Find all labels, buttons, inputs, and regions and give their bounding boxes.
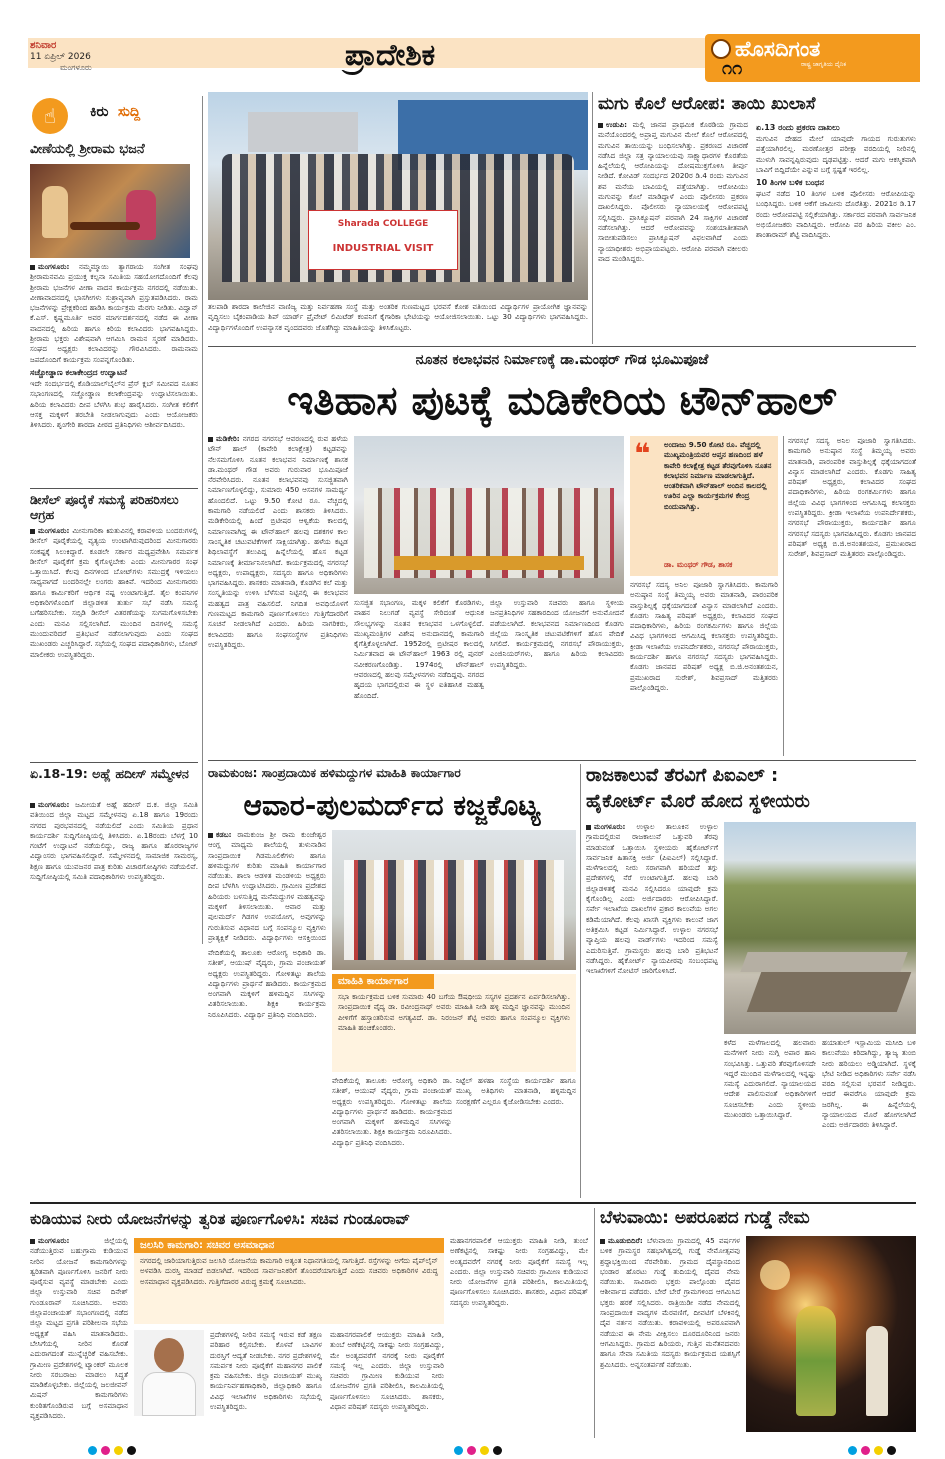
banner-text: INDUSTRIAL VISIT [332,243,434,254]
veena-performer [126,190,156,240]
drinking-water-body-d: ಮಹಾನಗರಪಾಲಿಕೆ ಆಯುಕ್ತರು ಮಾಹಿತಿ ನೀಡಿ, ತುಂಬೆ ಅಣೆಕಟ್ಟಿನಲ್ಲಿ ಸಾಕಷ್ಟು ನೀರು ಸಂಗ್ರಹವಿದ್ದು, ಮೇ ಅಂತ್ಯದವರೆಗೆ ನಗರಕ್ಕೆ ನೀರು ಪೂರೈಕೆಗೆ ಸಮಸ್ಯೆ ಇಲ್ಲ ಎಂದರು. ಜಿಲ್ಲಾ ಉಸ್ತುವಾರಿ ಸಚಿವರು ಗ್ರಾಮೀಣ ಕುಡಿಯುವ ನೀರು ಯೋಜನೆಗಳ ಪ್ರಗತಿ ಪರಿಶೀಲಿಸಿ, ಕಾಲಮಿತಿಯಲ್ಲಿ ಪೂರ್ಣಗೊಳಿಸಲು ಸೂಚಿಸಿದರು. ಶಾಸಕರು, ವಿಧಾನ ಪರಿಷತ್ ಸದಸ್ಯರು ಉಪಸ್ಥಿತರಿದ್ದರು. [450,1236,588,1307]
print-marks [452,1440,512,1452]
jalasiri-box-text: ನಗರದಲ್ಲಿ ಜಾರಿಯಾಗುತ್ತಿರುವ ಜಲಸಿರಿ ಯೋಜನೆಯ ಕಾಮಗಾರಿ ಅತ್ಯಂತ ನಿಧಾನಗತಿಯಲ್ಲಿ ಸಾಗುತ್ತಿದೆ. ರಸ್ತೆಗಳನ್ನು ಅಗೆದು ಪೈಪ್‌ಲೈನ್ ಅಳವಡಿಸಿ ದುರಸ್ತಿ ಮಾಡದೆ ಬಿಡಲಾಗಿದೆ. ಇದರಿಂದ ಸಾರ್ವಜನಿಕರಿಗೆ ತೊಂದರೆಯಾಗುತ್ತಿದೆ ಎಂದು ಸಚಿವರು ಅಧಿಕಾರಿಗಳ ವಿರುದ್ಧ ಅಸಮಾಧಾನ ವ್ಯಕ್ತಪಡಿಸಿದರು. ಗುತ್ತಿಗೆದಾರರ ವಿರುದ್ಧ ಕ್ರಮಕ್ಕೆ ಸೂಚಿಸಿದರು. [140,1256,438,1286]
day-label: ಶನಿವಾರ [30,40,57,51]
jalasiri-box-title: ಜಲಸಿರಿ ಕಾಮಗಾರಿ: ಸಚಿವರ ಅಸಮಾಧಾನ [134,1238,444,1253]
column-divider [594,1208,595,1438]
drinking-water-body-c: ಮಹಾನಗರಪಾಲಿಕೆ ಆಯುಕ್ತರು ಮಾಹಿತಿ ನೀಡಿ, ತುಂಬೆ ಅಣೆಕಟ್ಟಿನಲ್ಲಿ ಸಾಕಷ್ಟು ನೀರು ಸಂಗ್ರಹವಿದ್ದು, ಮೇ ಅಂತ್ಯದವರೆಗೆ ನಗರಕ್ಕೆ ನೀರು ಪೂರೈಕೆಗೆ ಸಮಸ್ಯೆ ಇಲ್ಲ ಎಂದರು. ಜಿಲ್ಲಾ ಉಸ್ತುವಾರಿ ಸಚಿವರು ಗ್ರಾಮೀಣ ಕುಡಿಯುವ ನೀರು ಯೋಜನೆಗಳ ಪ್ರಗತಿ ಪರಿಶೀಲಿಸಿ, ಕಾಲಮಿತಿಯಲ್ಲಿ ಪೂರ್ಣಗೊಳಿಸಲು ಸೂಚಿಸಿದರು. ಶಾಸಕರು, ವಿಧಾನ ಪರಿಷತ್ ಸದಸ್ಯರು ಉಪಸ್ಥಿತರಿದ್ದರು. [330,1330,444,1412]
cyan-dot [88,1446,97,1455]
canal-wall [740,952,907,972]
minister-body [142,1372,196,1416]
veena-photo [30,164,190,258]
kirusuddi-header [30,96,198,138]
townhall-body-c: ಜಿಲ್ಲಾ ಉಸ್ತುವಾರಿ ಸಚಿವರು ಹಾಗೂ ಸ್ಥಳೀಯ ಜನಪ್ರತಿನಿಧಿಗಳ ಸಹಕಾರದಿಂದ ಯೋಜನೆಗೆ ಅನುಮೋದನೆ ಪಡೆಯಲಾಗಿದೆ. ಕಲಾಭವನದ ನಿರ್ಮಾಣದಿಂದ ಕೊಡಗು ಜಿಲ್ಲೆಯ ಸಾಂಸ್ಕೃತಿಕ ಚಟುವಟಿಕೆಗಳಿಗೆ ಹೊಸ ವೇದಿಕೆ ಸಿಗಲಿದೆ. ಕಾರ್ಯಕ್ರಮದಲ್ಲಿ ನಗರಸಭೆ ಪೌರಾಯುಕ್ತರು, ಎಂಜಿನಿಯರ್‌ಗಳು, ಹಾಗೂ ಹಿರಿಯ ಕಲಾವಿದರು ಉಪಸ್ಥಿತರಿದ್ದರು. [490,598,624,669]
ramakunj-box [332,974,576,1072]
nema-photo [746,1236,916,1432]
minister-head [154,1338,184,1372]
divider [30,762,198,763]
yellow-dot [874,1446,883,1455]
magenta-dot [101,1446,110,1455]
rajakaluve-body-c: ಹಯಾತುಲ್ ಇಸ್ಲಾಮಿಯ ಮಸೀದಿ ಬಳಿ ಕಾಲುವೆಯು ಕಿರಿದಾಗಿದ್ದು, ತ್ಯಾಜ್ಯ ತುಂಬಿ ನೀರು ಹರಿಯಲು ಅಡ್ಡಿಯಾಗಿದೆ. ಸ್ಥಳಕ್ಕೆ ಭೇಟಿ ನೀಡಿದ ಅಧಿಕಾರಿಗಳು ಸರ್ವೇ ನಡೆಸಿ ವರದಿ ಸಲ್ಲಿಸುವ ಭರವಸೆ ನೀಡಿದ್ದರು. ಆದರೆ ಈವರೆಗೂ ಯಾವುದೇ ಕ್ರಮ ಜರಗಿಲ್ಲ. ಈ ಹಿನ್ನೆಲೆಯಲ್ಲಿ ನ್ಯಾಯಾಲಯದ ಮೊರೆ ಹೋಗಲಾಗಿದೆ ಎಂದು ಅರ್ಜಿದಾರರು ತಿಳಿಸಿದ್ದಾರೆ. [822,1038,916,1130]
ramakunj-headline: ಆವಾರ-ಪುಲಮರ್ದ್‌ದ ಕಜ್ಜಕೊಟ್ಯ [243,789,541,822]
magenta-dot [861,1446,870,1455]
kirusuddi-item-body: ಮಂಗಳೂರು: ಮೀನುಗಾರಿಕಾ ಋತುವಿನಲ್ಲಿ ಕರಾವಳಿಯ ಬಂದರುಗಳಲ್ಲಿ ಡೀಸೆಲ್ ಪೂರೈಕೆಯಲ್ಲಿ ವ್ಯತ್ಯಯ ಉಂಟಾಗಿರುವುದರಿಂದ ಮೀನುಗಾರರು ಸಂಕಷ್ಟಕ್ಕೆ ಸಿಲುಕಿದ್ದಾರೆ. ಕೂಡಲೇ ಸರ್ಕಾರ ಮಧ್ಯಪ್ರವೇಶಿಸಿ ಸಮರ್ಪಕ ಡೀಸೆಲ್ ಪೂರೈಕೆಗೆ ಕ್ರಮ ಕೈಗೊಳ್ಳಬೇಕು ಎಂದು ಮೀನುಗಾರರ ಸಂಘ ಒತ್ತಾಯಿಸಿದೆ. ಕೆಲವು ದಿನಗಳಿಂದ ಬೋಟ್‌ಗಳು ಸಮುದ್ರಕ್ಕೆ ಇಳಿಯಲು ಸಾಧ್ಯವಾಗದೆ ಬಂದರಿನಲ್ಲೇ ಲಂಗರು ಹಾಕಿವೆ. ಇದರಿಂದ ಮೀನುಗಾರರು ಹಾಗೂ ಕಾರ್ಮಿಕರಿಗೆ ಆರ್ಥಿಕ ನಷ್ಟ ಉಂಟಾಗುತ್ತಿದೆ. ತೈಲ ಕಂಪನಿಗಳ ಅಧಿಕಾರಿಗಳೊಂದಿಗೆ ಜಿಲ್ಲಾಡಳಿತ ತುರ್ತು ಸಭೆ ನಡೆಸಿ ಸಮಸ್ಯೆ ಬಗೆಹರಿಸಬೇಕು. ಸಬ್ಸಿಡಿ ಡೀಸೆಲ್ ವಿತರಣೆಯನ್ನು ಸುಗಮಗೊಳಿಸಬೇಕು ಎಂದು ಮನವಿ ಸಲ್ಲಿಸಲಾಗಿದೆ. ಮುಂದಿನ ದಿನಗಳಲ್ಲಿ ಸಮಸ್ಯೆ ಮುಂದುವರಿದರೆ ಪ್ರತಿಭಟನೆ ನಡೆಸಲಾಗುವುದು ಎಂದು ಸಂಘದ ಮುಖಂಡರು ಎಚ್ಚರಿಸಿದ್ದಾರೆ. ಸಭೆಯಲ್ಲಿ ಸಂಘದ ಪದಾಧಿಕಾರಿಗಳು, ಬೋಟ್ ಮಾಲೀಕರು ಉಪಸ್ಥಿತರಿದ್ದರು. [30,526,198,659]
kirusuddi-column [30,96,198,944]
date-label: 11 ಏಪ್ರಿಲ್ 2026 [30,52,91,62]
ramakunj-body: ಕಡಬ: ರಾಮಕುಂಜ ಶ್ರೀ ರಾಮ ಕುಂಜೇಶ್ವರ ಆಂಗ್ಲ ಮಾಧ್ಯಮ ಶಾಲೆಯಲ್ಲಿ ತುಳುನಾಡಿನ ಸಾಂಪ್ರದಾಯಿಕ ಗಿಡಮೂಲಿಕೆಗಳು ಹಾಗೂ ಹಳಿಮದ್ದುಗಳ ಕುರಿತು ಮಾಹಿತಿ ಕಾರ್ಯಾಗಾರ ನಡೆಯಿತು. ಶಾಲಾ ಆಡಳಿತ ಮಂಡಳಿಯ ಅಧ್ಯಕ್ಷರು ದೀಪ ಬೆಳಗಿಸಿ ಉದ್ಘಾಟಿಸಿದರು. ಗ್ರಾಮೀಣ ಪ್ರದೇಶದ ಹಿರಿಯರು ಬಳಸುತ್ತಿದ್ದ ಮನೆಮದ್ದುಗಳ ಮಹತ್ವವನ್ನು ಮಕ್ಕಳಿಗೆ ತಿಳಿಸಲಾಯಿತು. ಆವಾರ ಮತ್ತು ಪುಲಮರ್ದ್ ಗಿಡಗಳ ಉಪಯೋಗ, ಅವುಗಳನ್ನು ಗುರುತಿಸುವ ವಿಧಾನದ ಬಗ್ಗೆ ಸಂಪನ್ಮೂಲ ವ್ಯಕ್ತಿಗಳು ಪ್ರಾತ್ಯಕ್ಷಿಕೆ ನೀಡಿದರು. ವಿದ್ಯಾರ್ಥಿಗಳು ಆಸಕ್ತಿಯಿಂದ [208,830,326,942]
column-divider [592,92,593,344]
rajakaluve-kicker: ರಾಜಕಾಲುವೆ ತೆರವಿಗೆ ಪಿಐಎಲ್ : [586,765,779,786]
print-marks [846,1440,906,1452]
townhall-kicker: ನೂತನ ಕಲಾಭವನ ನಿರ್ಮಾಣಕ್ಕೆ ಡಾ.ಮಂಥರ್ ಗೌಡ ಭೂಮಿಪೂಜೆ [415,352,709,368]
divider [208,346,916,347]
drinking-water-headline: ಕುಡಿಯುವ ನೀರು ಯೋಜನೆಗಳನ್ನು ತ್ವರಿತ ಪೂರ್ಣಗೊಳಿಸಿ: ಸಚಿವ ಗುಂಡೂರಾವ್ [30,1210,411,1228]
cyan-dot [454,1446,463,1455]
kirusuddi-sub: ಸಚ್ಚೋಡ್ಡಾಣ ಕಲಾಕೇಂದ್ರದ ಉದ್ಘಾಟನೆ [30,367,127,377]
quote-text: ಅಂದಾಜು 9.50 ಕೋಟಿ ರೂ. ವೆಚ್ಚದಲ್ಲಿ ಮುಖ್ಯಮಂತ್ರಿಯವರ ಆಪ್ತನ ಹಣದಿಂದ ಹಳೆ ಕಾವೇರಿ ಕಲಾಕ್ಷೇತ್ರ ಕಟ್ಟಡ ತೆರವುಗೊಳಿಸಿ ನೂತನ ಕಲಾಭವನ ನಿರ್ಮಾಣ ಮಾಡಲಾಗುತ್ತಿದೆ. ಆಂತರಿಕವಾಗಿ ಟೌನ್‌ಹಾಲ್ ಅಂದಿನ ಕಾಲದಲ್ಲಿ ಊರಿನ ಎಲ್ಲಾ ಕಾರ್ಯಕ್ರಮಗಳ ಕೇಂದ್ರ ಬಿಂದುವಾಗಿತ್ತು. [664,440,772,511]
mother-case-sub: ಏ.13 ರಂದು ಪ್ರಕರಣ ದಾಖಲು [756,123,840,132]
townhall-body: ಮಡಿಕೇರಿ: ನಗರದ ನಗರಸಭೆ ಆವರಣದಲ್ಲಿ ರುವ ಹಳೆಯ ಟೌನ್ ಹಾಲ್ (ಕಾವೇರಿ ಕಲಾಕ್ಷೇತ್ರ) ಕಟ್ಟಡವನ್ನು ನೆಲಸಮಗೊಳಿಸಿ ನೂತನ ಕಲಾಭವನ ನಿರ್ಮಾಣಕ್ಕೆ ಶಾಸಕ ಡಾ.ಮಂಥರ್ ಗೌಡ ಅವರು ಗುರುವಾರ ಭೂಮಿಪೂಜೆ ನೆರವೇರಿಸಿದರು. ನೂತನ ಕಲಾಭವನವು ಸುಸಜ್ಜಿತವಾಗಿ ನಿರ್ಮಾಣಗೊಳ್ಳಲಿದ್ದು, ಸುಮಾರು 450 ಆಸನಗಳ ಸಾಮರ್ಥ್ಯ ಹೊಂದಲಿದೆ. ಒಟ್ಟು 9.50 ಕೋಟಿ ರೂ. ವೆಚ್ಚದಲ್ಲಿ ಕಾಮಗಾರಿ ನಡೆಯಲಿದೆ ಎಂದು ಶಾಸಕರು ತಿಳಿಸಿದರು. ಮಡಿಕೇರಿಯಲ್ಲಿ ಹಿಂದೆ ಬ್ರಿಟೀಷರ ಆಳ್ವಿಕೆಯ ಕಾಲದಲ್ಲಿ ನಿರ್ಮಾಣವಾಗಿದ್ದ ಈ ಟೌನ್‌ಹಾಲ್ ಹಲವು ದಶಕಗಳ ಕಾಲ ಸಾಂಸ್ಕೃತಿಕ ಚಟುವಟಿಕೆಗಳಿಗೆ ಸಾಕ್ಷಿಯಾಗಿತ್ತು. ಹಳೆಯ ಕಟ್ಟಡ ಶಿಥಿಲಾವಸ್ಥೆಗೆ ತಲುಪಿದ್ದ ಹಿನ್ನೆಲೆಯಲ್ಲಿ ಹೊಸ ಕಟ್ಟಡ ನಿರ್ಮಾಣಕ್ಕೆ ತೀರ್ಮಾನಿಸಲಾಗಿದೆ. ಕಾರ್ಯಕ್ರಮದಲ್ಲಿ ನಗರಸಭೆ ಅಧ್ಯಕ್ಷರು, ಉಪಾಧ್ಯಕ್ಷರು, ಸದಸ್ಯರು ಹಾಗೂ ಅಧಿಕಾರಿಗಳು ಭಾಗವಹಿಸಿದ್ದರು. ಶಾಸಕರು ಮಾತನಾಡಿ, ಕೊಡಗಿನ ಕಲೆ ಮತ್ತು ಸಂಸ್ಕೃತಿಯನ್ನು ಉಳಿಸಿ ಬೆಳೆಸುವ ನಿಟ್ಟಿನಲ್ಲಿ ಈ ಕಲಾಭವನ ಮಹತ್ವದ ಪಾತ್ರ ವಹಿಸಲಿದೆ. ನಿಗದಿತ ಅವಧಿಯೊಳಗೆ ಗುಣಮಟ್ಟದ ಕಾಮಗಾರಿ ಪೂರ್ಣಗೊಳಿಸಲು ಗುತ್ತಿಗೆದಾರರಿಗೆ ಸೂಚನೆ ನೀಡಲಾಗಿದೆ ಎಂದರು. ಹಿರಿಯ ನಾಗರಿಕರು, ಕಲಾವಿದರು ಹಾಗೂ ಸಂಘಸಂಸ್ಥೆಗಳ ಪ್ರತಿನಿಧಿಗಳು ಉಪಸ್ಥಿತರಿದ್ದರು. [208,434,348,649]
black-dot [127,1446,136,1455]
kirusuddi-item-title: ಡೀಸೆಲ್ ಪೂರೈಕೆ ಸಮಸ್ಯೆ ಪರಿಹರಿಸಲು ಆಗ್ರಹ [30,492,179,522]
ramakunj-box-title: ಮಾಹಿತಿ ಕಾರ್ಯಾಗಾರ [332,974,434,989]
visit-banner [308,210,458,270]
cyan-dot [848,1446,857,1455]
print-marks [86,1440,146,1452]
kirusuddi-label-a: ಕಿರು [90,104,109,120]
canal-photo [724,822,916,1034]
column-divider [783,436,784,756]
stage-flower [394,556,584,570]
masthead [0,0,945,88]
jalasiri-box [134,1238,444,1324]
ramakunj-body-d: ನಿಟ್ಟೆಲ್ ಹಳಹಾ ಸಂಸ್ಥೆಯ ಕಾರ್ಯದರ್ಶಿ ಹಾಗೂ ಮುಖ್ಯ ಅತಿಥಿಗಳು ಮಾತನಾಡಿ, ಹಳ್ಳಿಮದ್ದಿನ ಸಂರಕ್ಷಣೆಗೆ ಎಲ್ಲರೂ ಕೈಜೋಡಿಸಬೇಕು ಎಂದರು. [456,1076,576,1106]
townhall-photo [354,436,624,594]
building-backdrop [248,112,358,152]
mother-case-headline: ಮಗು ಕೊಲೆ ಆರೋಪ: ತಾಯಿ ಖುಲಾಸೆ [598,94,816,114]
daiva-dancer [796,1306,836,1416]
rajakaluve-headline: ಹೈಕೋರ್ಟ್ ಮೊರೆ ಹೋದ ಸ್ಥಳೀಯರು [586,791,810,812]
kirusuddi-item-title: ವೀಣೆಯಲ್ಲಿ ಶ್ರೀರಾಮ ಭಜನೆ [30,142,145,157]
veena-instrument [70,222,140,230]
kirusuddi-item-title: ಏ.18-19: ಅಹ್ಲೆ ಹದೀಸ್ ಸಮ್ಮೇಳನ [30,766,189,781]
townhall-body-e: ನಗರಸಭೆ ಸದಸ್ಯ ಅನಿಲ ಪೂಜಾರಿ ಸ್ವಾಗತಿಸಿದರು. ಕಾಮಗಾರಿ ಅನುಷ್ಠಾನ ಸಂಸ್ಥೆ ತಿಮ್ಮಯ್ಯ ಅವರು ಮಾತನಾಡಿ, ಪಾರಂಪರಿಕ ವಾಸ್ತುಶಿಲ್ಪಕ್ಕೆ ಧಕ್ಕೆಯಾಗದಂತೆ ವಿನ್ಯಾಸ ಮಾಡಲಾಗಿದೆ ಎಂದರು. ಕೊಡಗು ಸಾಹಿತ್ಯ ಪರಿಷತ್ ಅಧ್ಯಕ್ಷರು, ಕಲಾವಿದರ ಸಂಘದ ಪದಾಧಿಕಾರಿಗಳು, ಹಿರಿಯ ರಂಗಕರ್ಮಿಗಳು ಹಾಗೂ ಜಿಲ್ಲೆಯ ವಿವಿಧ ಭಾಗಗಳಿಂದ ಆಗಮಿಸಿದ್ದ ಕಲಾಸಕ್ತರು ಉಪಸ್ಥಿತರಿದ್ದರು. ಕ್ರೀಡಾ ಇಲಾಖೆಯ ಉಪನಿರ್ದೇಶಕರು, ನಗರಸಭೆ ಪೌರಾಯುಕ್ತರು, ಕಾರ್ಯದರ್ಶಿ ಹಾಗೂ ನಗರಸಭೆ ಸದಸ್ಯರು ಭಾಗವಹಿಸಿದ್ದರು. ಕೊಡಗು ಜಾನಪದ ಪರಿಷತ್ ಅಧ್ಯಕ್ಷ ಬಿ.ಜಿ.ಅನಂತಶಯನ, ಪ್ರಮುಖರಾದ ಸುರೇಶ್, ಶಿವಪ್ರಸಾದ್ ಮತ್ತಿತರರು ಪಾಲ್ಗೊಂಡಿದ್ದರು. [788,436,916,559]
column-divider [202,96,203,944]
canal-channel [747,972,912,1012]
page-number: ೧೧ [722,58,743,79]
rajakaluve-body-b: ಕಳೆದ ಮಳೆಗಾಲದಲ್ಲಿ ಹಲವಾರು ಮನೆಗಳಿಗೆ ನೀರು ನುಗ್ಗಿ ಅಪಾರ ಹಾನಿ ಸಂಭವಿಸಿತ್ತು. ಒತ್ತುವರಿ ತೆರವುಗೊಳಿಸದೇ ಇದ್ದರೆ ಮುಂದಿನ ಮಳೆಗಾಲದಲ್ಲಿ ಇನ್ನಷ್ಟು ಸಮಸ್ಯೆ ಎದುರಾಗಲಿದೆ. ನ್ಯಾಯಾಲಯದ ಆದೇಶ ಪಾಲಿಸುವಂತೆ ಅಧಿಕಾರಿಗಳಿಗೆ ಸೂಚಿಸಬೇಕು ಎಂದು ಸ್ಥಳೀಯ ಮುಖಂಡರು ಒತ್ತಾಯಿಸಿದ್ದಾರೆ. [724,1038,816,1120]
ramakunj-body-b: ವೇದಿಕೆಯಲ್ಲಿ ತಾಲೂಕು ಆರೋಗ್ಯ ಅಧಿಕಾರಿ ಡಾ. ಸತೀಶ್, ಆಯುಷ್ ವೈದ್ಯರು, ಗ್ರಾಮ ಪಂಚಾಯತ್ ಅಧ್ಯಕ್ಷರು ಉಪಸ್ಥಿತರಿದ್ದರು. ಗೋಳಿತಟ್ಟು ಶಾಲೆಯ ವಿದ್ಯಾರ್ಥಿಗಳು ಪ್ರಾರ್ಥನೆ ಹಾಡಿದರು. ಕಾರ್ಯಕ್ರಮದ ಅಂಗವಾಗಿ ಮಕ್ಕಳಿಗೆ ಹಳಿಮದ್ದಿನ ಸಸಿಗಳನ್ನು ವಿತರಿಸಲಾಯಿತು. ಶಿಕ್ಷಕಿ ಕಾರ್ಯಕ್ರಮ ನಿರೂಪಿಸಿದರು. ವಿದ್ಯಾರ್ಥಿ ಪ್ರತಿನಿಧಿ ವಂದಿಸಿದರು. [208,948,326,1019]
mother-case-sub: 10 ತಿಂಗಳ ಬಳಿಕ ಬಂಧನ [756,178,824,188]
townhall-headline: ಇತಿಹಾಸ ಪುಟಕ್ಕೆ ಮಡಿಕೇರಿಯ ಟೌನ್‌ಹಾಲ್ [287,378,837,424]
industrial-visit-caption: ತಲಪಾಡಿ ಶಾರದಾ ಕಾಲೇಜಿನ ವಾಣಿಜ್ಯ ಮತ್ತು ನಿರ್ವಹಣಾ ಸಂಸ್ಥೆ ಮತ್ತು ಅಂತರಿಕ ಗುಣಮಟ್ಟದ ಭರವಸೆ ಕೋಶ ವತಿಯಿಂದ ವಿದ್ಯಾರ್ಥಿಗಳ ಪ್ರಾಯೋಗಿಕ ಜ್ಞಾನವನ್ನು ವೃದ್ಧಿಸಲು ಬೈಕಂಪಾಡಿಯ ಶಿಪ್ ಯಾರ್ಡ್ ಪ್ರೈವೇಟ್ ಲಿಮಿಟೆಡ್ ಕಂಪನಿಗೆ ಕೈಗಾರಿಕಾ ಭೇಟಿಯನ್ನು ಆಯೋಜಿಸಲಾಯಿತು. ಒಟ್ಟು 30 ವಿದ್ಯಾರ್ಥಿಗಳು ಭಾಗವಹಿಸಿದ್ದರು. ವಿದ್ಯಾರ್ಥಿಗಳೊಂದಿಗೆ ಉಪನ್ಯಾಸಕ ವೃಂದದವರು ಜೊತೆಗಿದ್ದು ಮಾಹಿತಿಯನ್ನು ತಿಳಿಸಿಕೊಟ್ಟರು. [208,302,588,332]
yellow-dot [114,1446,123,1455]
townhall-body-d: ನಗರಸಭೆ ಸದಸ್ಯ ಅನಿಲ ಪೂಜಾರಿ ಸ್ವಾಗತಿಸಿದರು. ಕಾಮಗಾರಿ ಅನುಷ್ಠಾನ ಸಂಸ್ಥೆ ತಿಮ್ಮಯ್ಯ ಅವರು ಮಾತನಾಡಿ, ಪಾರಂಪರಿಕ ವಾಸ್ತುಶಿಲ್ಪಕ್ಕೆ ಧಕ್ಕೆಯಾಗದಂತೆ ವಿನ್ಯಾಸ ಮಾಡಲಾಗಿದೆ ಎಂದರು. ಕೊಡಗು ಸಾಹಿತ್ಯ ಪರಿಷತ್ ಅಧ್ಯಕ್ಷರು, ಕಲಾವಿದರ ಸಂಘದ ಪದಾಧಿಕಾರಿಗಳು, ಹಿರಿಯ ರಂಗಕರ್ಮಿಗಳು ಹಾಗೂ ಜಿಲ್ಲೆಯ ವಿವಿಧ ಭಾಗಗಳಿಂದ ಆಗಮಿಸಿದ್ದ ಕಲಾಸಕ್ತರು ಉಪಸ್ಥಿತರಿದ್ದರು. ಕ್ರೀಡಾ ಇಲಾಖೆಯ ಉಪನಿರ್ದೇಶಕರು, ನಗರಸಭೆ ಪೌರಾಯುಕ್ತರು, ಕಾರ್ಯದರ್ಶಿ ಹಾಗೂ ನಗರಸಭೆ ಸದಸ್ಯರು ಭಾಗವಹಿಸಿದ್ದರು. ಕೊಡಗು ಜಾನಪದ ಪರಿಷತ್ ಅಧ್ಯಕ್ಷ ಬಿ.ಜಿ.ಅನಂತಶಯನ, ಪ್ರಮುಖರಾದ ಸುರೇಶ್, ಶಿವಪ್ರಸಾದ್ ಮತ್ತಿತರರು ಪಾಲ್ಗೊಂಡಿದ್ದರು. [630,580,778,692]
kirusuddi-label-b: ಸುದ್ದಿ [118,104,141,120]
hand-icon: ☝ [32,98,68,134]
kirusuddi-item-body: ಮಂಗಳೂರು: ಜಮೀಯತೆ ಅಹ್ಲೆ ಹದೀಸ್ ದ.ಕ. ಜಿಲ್ಲಾ ಸಮಿತಿ ವತಿಯಿಂದ ಜಿಲ್ಲಾ ಮಟ್ಟದ ಸಮ್ಮೇಳನವು ಏ.18 ಹಾಗೂ 19ರಂದು ನಗರದ ಪುರಭವನದಲ್ಲಿ ನಡೆಯಲಿದೆ ಎಂದು ಸಮಿತಿಯ ಪ್ರಧಾನ ಕಾರ್ಯದರ್ಶಿ ಸುದ್ದಿಗೋಷ್ಠಿಯಲ್ಲಿ ತಿಳಿಸಿದರು. ಏ.18ರಂದು ಬೆಳಗ್ಗೆ 10 ಗಂಟೆಗೆ ಉದ್ಘಾಟನೆ ನಡೆಯಲಿದ್ದು, ರಾಜ್ಯ ಹಾಗೂ ಹೊರರಾಜ್ಯಗಳ ವಿದ್ವಾಂಸರು ಭಾಗವಹಿಸಲಿದ್ದಾರೆ. ಸಮ್ಮೇಳನದಲ್ಲಿ ಸಾಮಾಜಿಕ ಸಾಮರಸ್ಯ, ಶಿಕ್ಷಣ ಹಾಗೂ ಯುವಜನರ ಪಾತ್ರ ಕುರಿತು ವಿಚಾರಗೋಷ್ಠಿಗಳು ನಡೆಯಲಿವೆ. ಸುದ್ದಿಗೋಷ್ಠಿಯಲ್ಲಿ ಸಮಿತಿ ಪದಾಧಿಕಾರಿಗಳು ಉಪಸ್ಥಿತರಿದ್ದರು. [30,800,198,882]
mother-case-body: ಉಡುಪಿ: ಮಲ್ಲಿ ಜಾನಪ ಪ್ರಾಥಮಿಕ ಕೊಠಡಿಯ ಗ್ರಾಮದ ಮನೆಯೊಂದರಲ್ಲಿ ಅಪ್ರಾಪ್ತ ಮಗುವಿನ ಮೇಲೆ ಕೊಲೆ ಆರೋಪದಲ್ಲಿ ಮಗುವಿನ ತಾಯಿಯನ್ನು ಬಂಧಿಸಲಾಗಿತ್ತು. ಪ್ರಕರಣದ ವಿಚಾರಣೆ ನಡೆಸಿದ ಜಿಲ್ಲಾ ಸತ್ರ ನ್ಯಾಯಾಲಯವು ಸಾಕ್ಷ್ಯಾಧಾರಗಳ ಕೊರತೆಯ ಹಿನ್ನೆಲೆಯಲ್ಲಿ ಆರೋಪಿಯನ್ನು ದೋಷಮುಕ್ತಗೊಳಿಸಿ ತೀರ್ಪು ನೀಡಿದೆ. ಕೋವಿಡ್ ಸಂದರ್ಭದ 2020ರ ಡಿ.4 ರಂದು ಮಗುವಿನ ಶವ ಮನೆಯ ಬಾವಿಯಲ್ಲಿ ಪತ್ತೆಯಾಗಿತ್ತು. ಆರೋಪಿಯು ಮಗುವನ್ನು ಕೊಲೆ ಮಾಡಿದ್ದಾಳೆ ಎಂದು ಪೊಲೀಸರು ಪ್ರಕರಣ ದಾಖಲಿಸಿದ್ದರು. ಪೊಲೀಸರು ನ್ಯಾಯಾಲಯಕ್ಕೆ ಆರೋಪಪಟ್ಟಿ ಸಲ್ಲಿಸಿದ್ದರು. ಪ್ರಾಸಿಕ್ಯೂಷನ್ ಪರವಾಗಿ 24 ಸಾಕ್ಷಿಗಳ ವಿಚಾರಣೆ ನಡೆಸಲಾಗಿತ್ತು. ಆದರೆ ಆರೋಪವನ್ನು ಸಂಶಯಾತೀತವಾಗಿ ಸಾಬೀತುಪಡಿಸಲು ಪ್ರಾಸಿಕ್ಯೂಷನ್ ವಿಫಲವಾಗಿದೆ ಎಂದು ನ್ಯಾಯಾಧೀಶರು ಅಭಿಪ್ರಾಯಪಟ್ಟರು. ಆರೋಪಿ ಪರವಾಗಿ ವಕೀಲರು ವಾದ ಮಂಡಿಸಿದ್ದರು. [598,120,748,263]
participants [344,860,564,960]
black-dot [493,1446,502,1455]
townhall-body-b: ಸುಸಜ್ಜಿತ ಸಭಾಂಗಣ, ಮಕ್ಕಳ ಕಲಿಕೆಗೆ ಕೊಠಡಿಗಳು, ವಾಹನ ನಿಲುಗಡೆ ವ್ಯವಸ್ಥೆ ಸೇರಿದಂತೆ ಆಧುನಿಕ ಸೌಲಭ್ಯಗಳನ್ನು ನೂತನ ಕಲಾಭವನ ಒಳಗೊಳ್ಳಲಿದೆ. ಮುಖ್ಯಮಂತ್ರಿಗಳ ವಿಶೇಷ ಅನುದಾನದಲ್ಲಿ ಕಾಮಗಾರಿ ಕೈಗೆತ್ತಿಕೊಳ್ಳಲಾಗಿದೆ. 1952ರಲ್ಲಿ ಬ್ರಿಟೀಷರ ಕಾಲದಲ್ಲಿ ನಿರ್ಮಿತವಾದ ಈ ಟೌನ್‌ಹಾಲ್ 1963 ರಲ್ಲಿ ಪುನರ್ ನವೀಕರಣಗೊಂಡಿತ್ತು. 1974ರಲ್ಲಿ ಟೌನ್‌ಹಾಲ್ ಆವರಣದಲ್ಲಿ ಹಲವು ಸಮ್ಮೇಳನಗಳು ನಡೆದಿದ್ದವು. ನಗರದ ಹೃದಯ ಭಾಗದಲ್ಲಿರುವ ಈ ಸ್ಥಳ ಐತಿಹಾಸಿಕ ಮಹತ್ವ ಹೊಂದಿದೆ. [354,598,484,700]
yellow-dot [480,1446,489,1455]
belvai-headline: ಬೆಳುವಾಯಿ: ಅಪರೂಪದ ಗುಡ್ಡೆ ನೇಮ [600,1208,810,1228]
black-dot [887,1446,896,1455]
divider [30,1202,916,1204]
belvai-body: ಮೂಡುಬಿದಿರೆ: ಬೆಳುವಾಯಿ ಗ್ರಾಮದಲ್ಲಿ 45 ವರ್ಷಗಳ ಬಳಿಕ ಗ್ರಾಮಸ್ಥರ ಸಹಭಾಗಿತ್ವದಲ್ಲಿ ಗುಡ್ಡೆ ನೇಮೋತ್ಸವವು ಶ್ರದ್ಧಾಭಕ್ತಿಯಿಂದ ನೆರವೇರಿತು. ಗ್ರಾಮದ ದೈವಸ್ಥಾನದಿಂದ ಭಂಡಾರ ಹೊರಟು ಗುಡ್ಡೆ ತುದಿಯಲ್ಲಿ ದೈವದ ನೇಮ ನಡೆಯಿತು. ಸಾವಿರಾರು ಭಕ್ತರು ಪಾಲ್ಗೊಂಡು ದೈವದ ಆಶೀರ್ವಾದ ಪಡೆದರು. ಬೇರೆ ಬೇರೆ ಗ್ರಾಮಗಳಿಂದ ಆಗಮಿಸಿದ ಭಕ್ತರು ಹರಕೆ ಸಲ್ಲಿಸಿದರು. ರಾತ್ರಿಯಿಡೀ ನಡೆದ ನೇಮದಲ್ಲಿ ಸಾಂಪ್ರದಾಯಿಕ ವಾದ್ಯಗಳ ಮೆರವಣಿಗೆ, ದೀವಟಿಗೆ ಬೆಳಕಿನಲ್ಲಿ ದೈವ ನರ್ತನ ನಡೆಯಿತು. ಕರಾವಳಿಯಲ್ಲಿ ಅಪರೂಪವಾಗಿ ನಡೆಯುವ ಈ ನೇಮ ವೀಕ್ಷಿಸಲು ದೂರದೂರಿನಿಂದ ಜನರು ಆಗಮಿಸಿದ್ದರು. ಗ್ರಾಮದ ಹಿರಿಯರು, ಗುತ್ತಿನ ಮನೆತನದವರು ಹಾಗೂ ಸೇವಾ ಸಮಿತಿಯ ಸದಸ್ಯರು ಕಾರ್ಯಕ್ರಮದ ಯಶಸ್ಸಿಗೆ ಶ್ರಮಿಸಿದರು. ಅನ್ನಸಂತರ್ಪಣೆ ನಡೆಯಿತು. [600,1236,740,1369]
veena-performer [42,186,68,238]
brand-emblem-icon [711,39,731,59]
ramakunj-body-c: ವೇದಿಕೆಯಲ್ಲಿ ತಾಲೂಕು ಆರೋಗ್ಯ ಅಧಿಕಾರಿ ಡಾ. ಸತೀಶ್, ಆಯುಷ್ ವೈದ್ಯರು, ಗ್ರಾಮ ಪಂಚಾಯತ್ ಅಧ್ಯಕ್ಷರು ಉಪಸ್ಥಿತರಿದ್ದರು. ಗೋಳಿತಟ್ಟು ಶಾಲೆಯ ವಿದ್ಯಾರ್ಥಿಗಳು ಪ್ರಾರ್ಥನೆ ಹಾಡಿದರು. ಕಾರ್ಯಕ್ರಮದ ಅಂಗವಾಗಿ ಮಕ್ಕಳಿಗೆ ಹಳಿಮದ್ದಿನ ಸಸಿಗಳನ್ನು ವಿತರಿಸಲಾಯಿತು. ಶಿಕ್ಷಕಿ ಕಾರ್ಯಕ್ರಮ ನಿರೂಪಿಸಿದರು. ವಿದ್ಯಾರ್ಥಿ ಪ್ರತಿನಿಧಿ ವಂದಿಸಿದರು. [332,1076,452,1147]
city-label: ಮಂಗಳೂರು [60,63,92,72]
divider [30,488,198,489]
mother-case-body-2: ಏ.13 ರಂದು ಪ್ರಕರಣ ದಾಖಲು ಮಗುವಿನ ದೇಹದ ಮೇಲೆ ಯಾವುದೇ ಗಾಯದ ಗುರುತುಗಳು ಪತ್ತೆಯಾಗಿರಲಿಲ್ಲ. ಮರಣೋತ್ತರ ಪರೀಕ್ಷಾ ವರದಿಯಲ್ಲಿ ನೀರಿನಲ್ಲಿ ಮುಳುಗಿ ಸಾವನ್ನಪ್ಪಿರುವುದು ದೃಢಪಟ್ಟಿತ್ತು. ಆದರೆ ಮಗು ಆಕಸ್ಮಿಕವಾಗಿ ಬಾವಿಗೆ ಬಿದ್ದಿದೆಯೇ ಎನ್ನುವ ಬಗ್ಗೆ ಸ್ಪಷ್ಟತೆ ಇರಲಿಲ್ಲ. 10 ತಿಂಗಳ ಬಳಿಕ ಬಂಧನ ಘಟನೆ ನಡೆದ 10 ತಿಂಗಳ ಬಳಿಕ ಪೊಲೀಸರು ಆರೋಪಿಯನ್ನು ಬಂಧಿಸಿದ್ದರು. ಬಳಿಕ ಆಕೆಗೆ ಜಾಮೀನು ದೊರೆತಿತ್ತು. 2021ರ ಡಿ.17 ರಂದು ಆರೋಪಪಟ್ಟಿ ಸಲ್ಲಿಕೆಯಾಗಿತ್ತು. ಸರ್ಕಾರದ ಪರವಾಗಿ ಸಾರ್ವಜನಿಕ ಅಭಿಯೋಜಕರು ವಾದಿಸಿದ್ದರು. ಆರೋಪಿ ಪರ ಹಿರಿಯ ವಕೀಲ ಎಂ. ಶಾಂತಾರಾಮ್ ಶೆಟ್ಟಿ ವಾದಿಸಿದ್ದರು. [756,123,916,240]
ramakunj-kicker: ರಾಮಕುಂಜ: ಸಾಂಪ್ರದಾಯಿಕ ಹಳಿಮದ್ದುಗಳ ಮಾಹಿತಿ ಕಾರ್ಯಾಗಾರ [208,766,461,780]
drinking-water-body: ಮಂಗಳೂರು: ಜಿಲ್ಲೆಯಲ್ಲಿ ನಡೆಯುತ್ತಿರುವ ಬಹುಗ್ರಾಮ ಕುಡಿಯುವ ನೀರಿನ ಯೋಜನೆ ಕಾಮಗಾರಿಗಳನ್ನು ತ್ವರಿತವಾಗಿ ಪೂರ್ಣಗೊಳಿಸಿ ಜನರಿಗೆ ನೀರು ಪೂರೈಸುವ ವ್ಯವಸ್ಥೆ ಮಾಡಬೇಕು ಎಂದು ಜಿಲ್ಲಾ ಉಸ್ತುವಾರಿ ಸಚಿವ ದಿನೇಶ್ ಗುಂಡೂರಾವ್ ಸೂಚಿಸಿದರು. ಅವರು ಜಿಲ್ಲಾಪಂಚಾಯತ್ ಸಭಾಂಗಣದಲ್ಲಿ ನಡೆದ ಜಿಲ್ಲಾ ಮಟ್ಟದ ಪ್ರಗತಿ ಪರಿಶೀಲನಾ ಸಭೆಯ ಅಧ್ಯಕ್ಷತೆ ವಹಿಸಿ ಮಾತನಾಡಿದರು. ಬೇಸಿಗೆಯಲ್ಲಿ ನೀರಿನ ಕೊರತೆ ಎದುರಾಗದಂತೆ ಮುನ್ನೆಚ್ಚರಿಕೆ ವಹಿಸಬೇಕು. ಗ್ರಾಮೀಣ ಪ್ರದೇಶಗಳಲ್ಲಿ ಟ್ಯಾಂಕರ್ ಮೂಲಕ ನೀರು ಸರಬರಾಜು ಮಾಡಲು ಸಿದ್ಧತೆ ಮಾಡಿಕೊಳ್ಳಬೇಕು. ಜಿಲ್ಲೆಯಲ್ಲಿ ಜಲಜೀವನ್ ಮಿಷನ್ ಕಾಮಗಾರಿಗಳು ಕುಂಠಿತಗೊಂಡಿರುವ ಬಗ್ಗೆ ಅಸಮಾಧಾನ ವ್ಯಕ್ತಪಡಿಸಿದರು. [30,1236,128,1421]
section-title: ಪ್ರಾದೇಶಿಕ [344,38,436,73]
drinking-water-body-b: ಪ್ರದೇಶಗಳಲ್ಲಿ ನೀರಿನ ಸಮಸ್ಯೆ ಇರುವ ಕಡೆ ತಕ್ಷಣ ಪರಿಹಾರ ಕಲ್ಪಿಸಬೇಕು. ಕೊಳವೆ ಬಾವಿಗಳ ದುರಸ್ತಿಗೆ ಆದ್ಯತೆ ನೀಡಬೇಕು. ನಗರ ಪ್ರದೇಶಗಳಲ್ಲಿ ಸಮರ್ಪಕ ನೀರು ಪೂರೈಕೆಗೆ ಮಹಾನಗರ ಪಾಲಿಕೆ ಕ್ರಮ ವಹಿಸಬೇಕು. ಜಿಲ್ಲಾ ಪಂಚಾಯತ್ ಮುಖ್ಯ ಕಾರ್ಯನಿರ್ವಹಣಾಧಿಕಾರಿ, ಜಿಲ್ಲಾಧಿಕಾರಿ ಹಾಗೂ ವಿವಿಧ ಇಲಾಖೆಗಳ ಅಧಿಕಾರಿಗಳು ಸಭೆಯಲ್ಲಿ ಉಪಸ್ಥಿತರಿದ್ದರು. [210,1330,322,1412]
ramakunj-box-text: ಸಭಾ ಕಾರ್ಯಕ್ರಮದ ಬಳಿಕ ಸುಮಾರು 40 ಬಗೆಯ ಔಷಧೀಯ ಸಸ್ಯಗಳ ಪ್ರದರ್ಶನ ಏರ್ಪಡಿಸಲಾಗಿತ್ತು. ಸಾಂಪ್ರದಾಯಿಕ ವೈದ್ಯ ಡಾ. ರವೀಂದ್ರನಾಥ್ ಅವರು ಮಾಹಿತಿ ನೀಡಿ ಹಳ್ಳಿ ಮದ್ದಿನ ಜ್ಞಾನವನ್ನು ಮುಂದಿನ ಪೀಳಿಗೆಗೆ ಹಸ್ತಾಂತರಿಸುವ ಅಗತ್ಯವಿದೆ. ಡಾ. ನಿರಂಜನ್ ಶೆಟ್ಟಿ ಅವರು ಹಾಗೂ ಸಂಪನ್ಮೂಲ ವ್ಯಕ್ತಿಗಳು ಮಾಹಿತಿ ಹಂಚಿಕೊಂಡರು. [338,992,570,1032]
minister-photo [134,1330,204,1416]
divider [208,760,916,761]
column-divider [580,764,581,1198]
magenta-dot [467,1446,476,1455]
townhall-quote-box [630,436,778,576]
devotee [866,1326,888,1416]
college-name: Sharada COLLEGE [337,219,429,229]
ramakunj-photo [332,830,576,970]
kirusuddi-item-body: ಮಂಗಳೂರು: ನಮ್ಮಮ್ಮಾಯಿ ತ್ಯಾಗರಾಯ ಸಂಗೀತ ಸಂಘವು ಶ್ರೀರಾಮನವಮಿ ಪ್ರಯುಕ್ತ ಕಲ್ಪನಾ ಸಮಿತಿಯ ಸಹಯೋಗದೊಂದಿಗೆ ಕೆಲವು ಶ್ರೀರಾಮ ಭಜನೆಗಳ ವೀಣಾ ವಾದನ ಕಾರ್ಯಕ್ರಮ ನಗರದಲ್ಲಿ ನಡೆಯಿತು. ವೀಣಾವಾದನದಲ್ಲಿ ಭಾಸಗೀಗಳು ಸುಶ್ರಾವ್ಯವಾಗಿ ಪ್ರಸ್ತುತಪಡಿಸಿದರು. ರಾಮ ಭಜನೆಗಳನ್ನು ಪ್ರೇಕ್ಷಕರಿಂದ ಹಾಡಿಸಿ ಕಾರ್ಯಕ್ರಮ ಮೆರಗು ನೀಡಿತು. ವಿದ್ವಾನ್ ಕೆ.ಎಸ್. ಕೃಷ್ಣಮೂರ್ತಿ ಅವರ ಮಾರ್ಗದರ್ಶನದಲ್ಲಿ ನಡೆದ ಈ ವೀಣಾ ವಾದನದಲ್ಲಿ ಹಿರಿಯ ಹಾಗೂ ಕಿರಿಯ ಕಲಾವಿದರು ಭಾಗವಹಿಸಿದ್ದರು. ಶ್ರೀರಾಮ ಭಕ್ತರು ವಿಶೇಷವಾಗಿ ಆಗಮಿಸಿ ರಾಮನ ಸ್ಮರಣೆ ಮಾಡಿದರು. ಸಂಘದ ಅಧ್ಯಕ್ಷರು ಕಲಾವಿದರನ್ನು ಗೌರವಿಸಿದರು. ರಾಮನಾಮ ಜಪದೊಂದಿಗೆ ಕಾರ್ಯಕ್ರಮ ಸಂಪನ್ನಗೊಂಡಿತು. ಸಚ್ಚೋಡ್ಡಾಣ ಕಲಾಕೇಂದ್ರದ ಉದ್ಘಾಟನೆ ಇದೇ ಸಂದರ್ಭದಲ್ಲಿ ಕೊಡಿಯಾಲ್‌ಬೈಲ್‌ನ ಪ್ರೆಸ್ ಕ್ಲಬ್ ಸಮೀಪದ ನೂತನ ಸಭಾಂಗಣದಲ್ಲಿ ಸಚ್ಚೋಡ್ಡಾಣ ಕಲಾಕೇಂದ್ರವನ್ನು ಉದ್ಘಾಟಿಸಲಾಯಿತು. ಹಿರಿಯ ಕಲಾವಿದರು ದೀಪ ಬೆಳಗಿಸಿ ಶುಭ ಹಾರೈಸಿದರು. ಸಂಗೀತ ಕಲಿಕೆಗೆ ಆಸಕ್ತ ಮಕ್ಕಳಿಗೆ ತರಬೇತಿ ನೀಡಲಾಗುವುದು ಎಂದು ಆಯೋಜಕರು ತಿಳಿಸಿದರು. ಶೃಂಗೇರಿ ಶಾರದಾ ಪೀಠದ ಪ್ರತಿನಿಧಿಗಳು ಆಶೀರ್ವದಿಸಿದರು. [30,262,198,430]
rajakaluve-body: ಮಂಗಳೂರು: ಉಳ್ಳಾಲ ತಾಲೂಕಿನ ಉಳ್ಳಾಲ ಗ್ರಾಮದಲ್ಲಿರುವ ರಾಜಕಾಲುವೆ ಒತ್ತುವರಿ ತೆರವು ಮಾಡುವಂತೆ ಒತ್ತಾಯಿಸಿ ಸ್ಥಳೀಯರು ಹೈಕೋರ್ಟ್‌ಗೆ ಸಾರ್ವಜನಿಕ ಹಿತಾಸಕ್ತಿ ಅರ್ಜಿ (ಪಿಐಎಲ್) ಸಲ್ಲಿಸಿದ್ದಾರೆ. ಮಳೆಗಾಲದಲ್ಲಿ ನೀರು ಸರಾಗವಾಗಿ ಹರಿಯದೆ ತಗ್ಗು ಪ್ರದೇಶಗಳಲ್ಲಿ ನೆರೆ ಉಂಟಾಗುತ್ತಿದೆ. ಹಲವು ಬಾರಿ ಜಿಲ್ಲಾಡಳಿತಕ್ಕೆ ಮನವಿ ಸಲ್ಲಿಸಿದರೂ ಯಾವುದೇ ಕ್ರಮ ಕೈಗೊಂಡಿಲ್ಲ ಎಂದು ಅರ್ಜಿದಾರರು ಆರೋಪಿಸಿದ್ದಾರೆ. ಸರ್ವೇ ಇಲಾಖೆಯ ದಾಖಲೆಗಳ ಪ್ರಕಾರ ಕಾಲುವೆಯ ಅಗಲ ಕಡಿಮೆಯಾಗಿದೆ. ಕೆಲವು ಖಾಸಗಿ ವ್ಯಕ್ತಿಗಳು ಕಾಲುವೆ ಜಾಗ ಅತಿಕ್ರಮಿಸಿ ಕಟ್ಟಡ ನಿರ್ಮಿಸಿದ್ದಾರೆ. ಉಳ್ಳಾಲ ನಗರಸಭೆ ವ್ಯಾಪ್ತಿಯ ಹಲವು ವಾರ್ಡ್‌ಗಳು ಇದರಿಂದ ಸಮಸ್ಯೆ ಎದುರಿಸುತ್ತಿವೆ. ಗ್ರಾಮಸ್ಥರು ಹಲವು ಬಾರಿ ಪ್ರತಿಭಟನೆ ನಡೆಸಿದ್ದರು. ಹೈಕೋರ್ಟ್ ನ್ಯಾಯಪೀಠವು ಸಂಬಂಧಪಟ್ಟ ಇಲಾಖೆಗಳಿಗೆ ನೋಟಿಸ್ ಜಾರಿಗೊಳಿಸಿದೆ. [586,822,718,976]
quote-author: ಡಾ. ಮಂಥರ್ ಗೌಡ, ಶಾಸಕ [664,560,733,569]
brand-name: ಹೊಸದಿಗಂತ [735,37,821,61]
quote-icon: ❝ [634,437,651,470]
torch-light [760,1260,790,1290]
brand-tagline: ರಾಷ್ಟ್ರ ಜಾಗೃತಿಯ ದೈನಿಕ [801,61,847,68]
industrial-visit-photo [208,92,588,300]
date-block [30,40,170,84]
